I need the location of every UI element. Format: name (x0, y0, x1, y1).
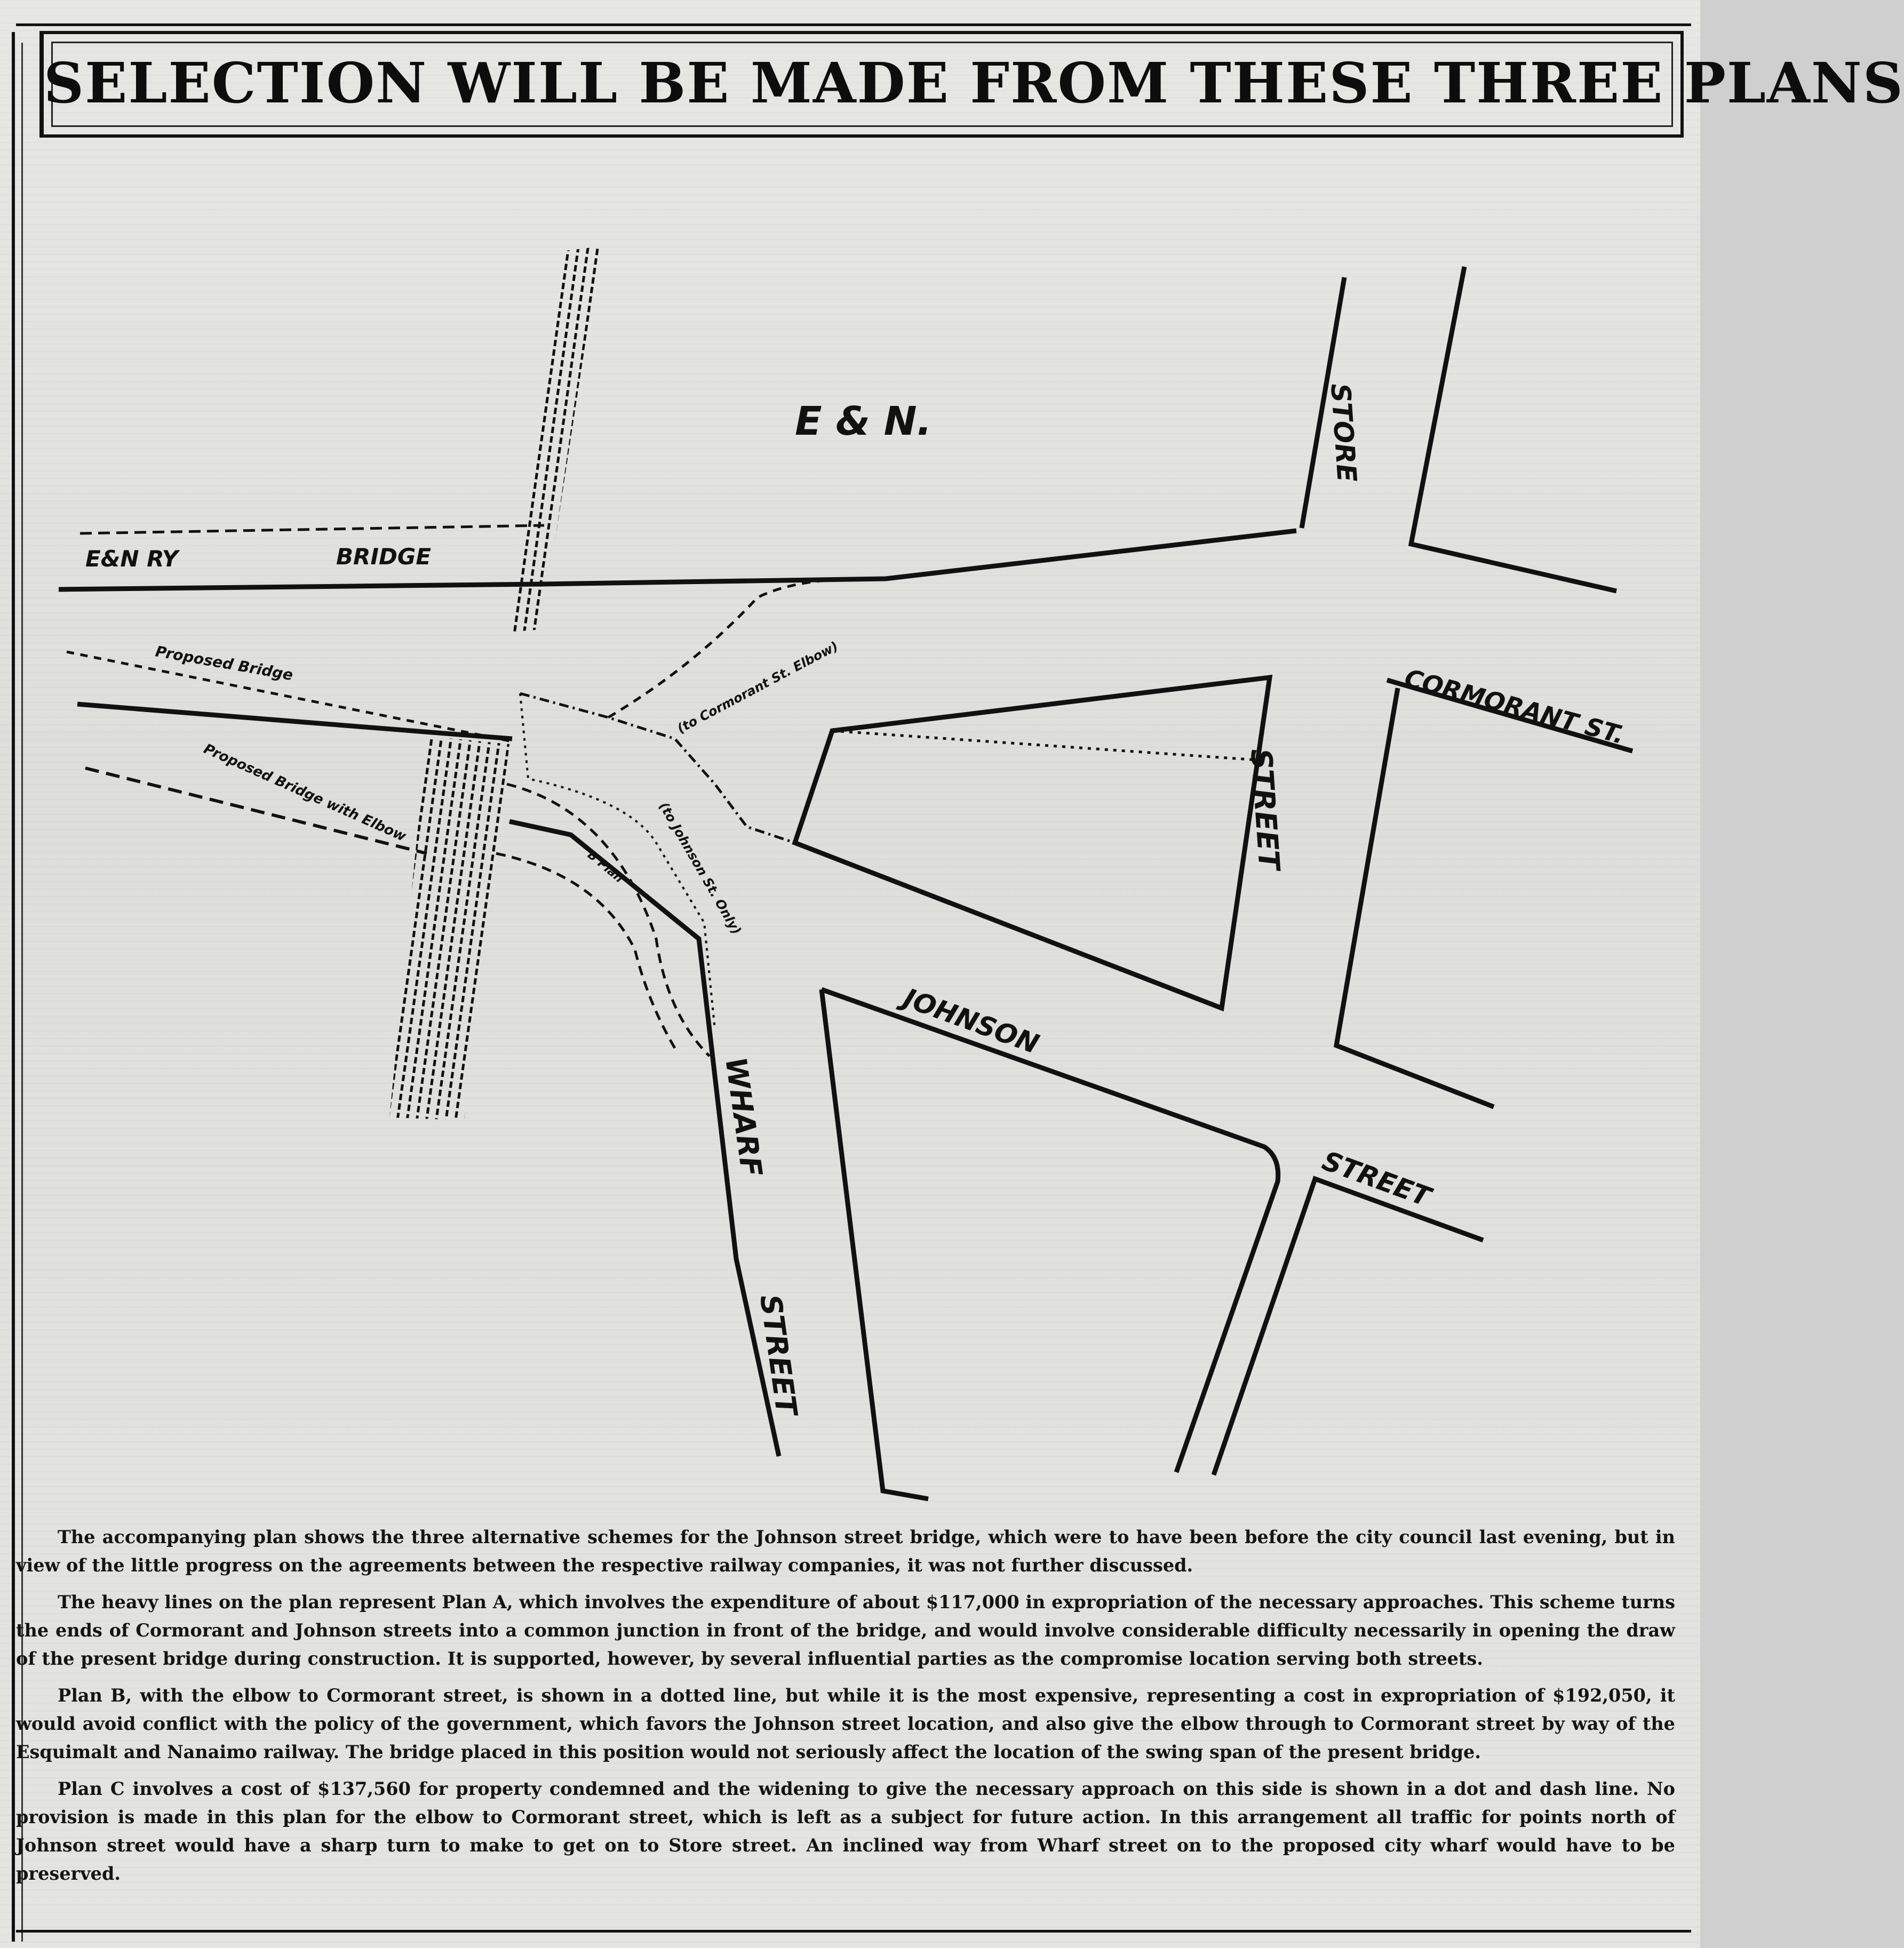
central-block (795, 677, 1270, 1008)
store-street-lower-label: STREET (1244, 747, 1286, 872)
bridge-label: BRIDGE (336, 544, 432, 570)
johnson-street-north-line (822, 989, 1278, 1472)
wharf-street-lower-label: STREET (753, 1292, 804, 1418)
plan-b-loop-dotted-line (520, 693, 715, 1029)
caption-paragraph: Plan B, with the elbow to Cormorant street, is shown in a dotted line, but while it is the most expensive, representing a cost in expropriation of $192,050, it would avoid conflict with the policy of the government, which favors the Johnson street location, and also give the elbow through to Cormorant street by way of the Esquimalt and Nanaimo railway. The bridge placed in this position would not seriously affect the location of the swing span of the present bridge. (16, 1685, 1675, 1762)
johnson-street-lower-label: STREET (1318, 1145, 1435, 1213)
en-ry-label: E&N RY (85, 546, 178, 572)
railway-line (541, 531, 1296, 584)
proposed-bridge-elbow-line (85, 768, 427, 853)
en-railway-label: E & N. (795, 398, 932, 444)
store-street-label: STORE (1325, 382, 1363, 483)
proposed-bridge-elbow-label: Proposed Bridge with Elbow (201, 740, 409, 845)
johnson-street-label: JOHNSON (899, 982, 1043, 1060)
plan-b-dashed-curve-2 (496, 853, 675, 1048)
wharf-street-label: WHARF (719, 1055, 769, 1179)
en-bridge-swing-span (507, 246, 600, 632)
to-cormorant-label: (to Cormorant St. Elbow) (674, 638, 841, 737)
to-johnson-label: (to Johnson St. Only) (656, 800, 744, 937)
cormorant-street-label: CORMORANT ST. (1401, 663, 1628, 750)
proposed-bridge-span (389, 736, 509, 1120)
johnson-street-east-line (1214, 1179, 1483, 1475)
caption-text (16, 1523, 1675, 1896)
plan-c-dash-dot-line (520, 693, 795, 843)
proposed-bridge-label: Proposed Bridge (154, 642, 294, 684)
cormorant-street-south-line (1336, 688, 1494, 1107)
b-plan-label: B Plan (585, 848, 626, 886)
johnson-street-south-line (822, 989, 928, 1499)
cormorant-dotted-line (832, 731, 1259, 760)
en-bridge-line-bottom (59, 584, 541, 589)
store-street-east-line (1411, 267, 1616, 591)
proposed-bridge-top-line (77, 704, 512, 739)
caption-paragraph: The heavy lines on the plan represent Plan A, which involves the expenditure of about $117,000 in expropriation of the necessary approaches. This scheme turns the ends of Cormorant and Johnson streets into a common junction in front of the bridge, and would involve considerable difficulty necessarily in opening the draw of the present bridge during construction. It is supported, however, by several influential parties as the compromise location serving both streets. (16, 1592, 1675, 1669)
bottom-rule (16, 1930, 1691, 1933)
caption-paragraph: The accompanying plan shows the three alternative schemes for the Johnson street bridge, which were to have been before the city council last evening, but in view of the little progress on the agreements between the respective railway companies, it was not further discussed. (16, 1527, 1675, 1576)
en-bridge-line-top (80, 525, 544, 533)
headline: SELECTION WILL BE MADE FROM THESE THREE PLANS (44, 50, 1904, 116)
caption-paragraph: Plan C involves a cost of $137,560 for property condemned and the widening to give the necessary approach on this side is shown in a dot and dash line. No provision is made in this plan for the elbow to Cormorant street, which is left as a subject for future action. In this arrangement all traffic for points north of Johnson street would have a sharp turn to make to get on to Store street. An inclined way from Wharf street on to the proposed city wharf would have to be preserved. (16, 1778, 1675, 1884)
